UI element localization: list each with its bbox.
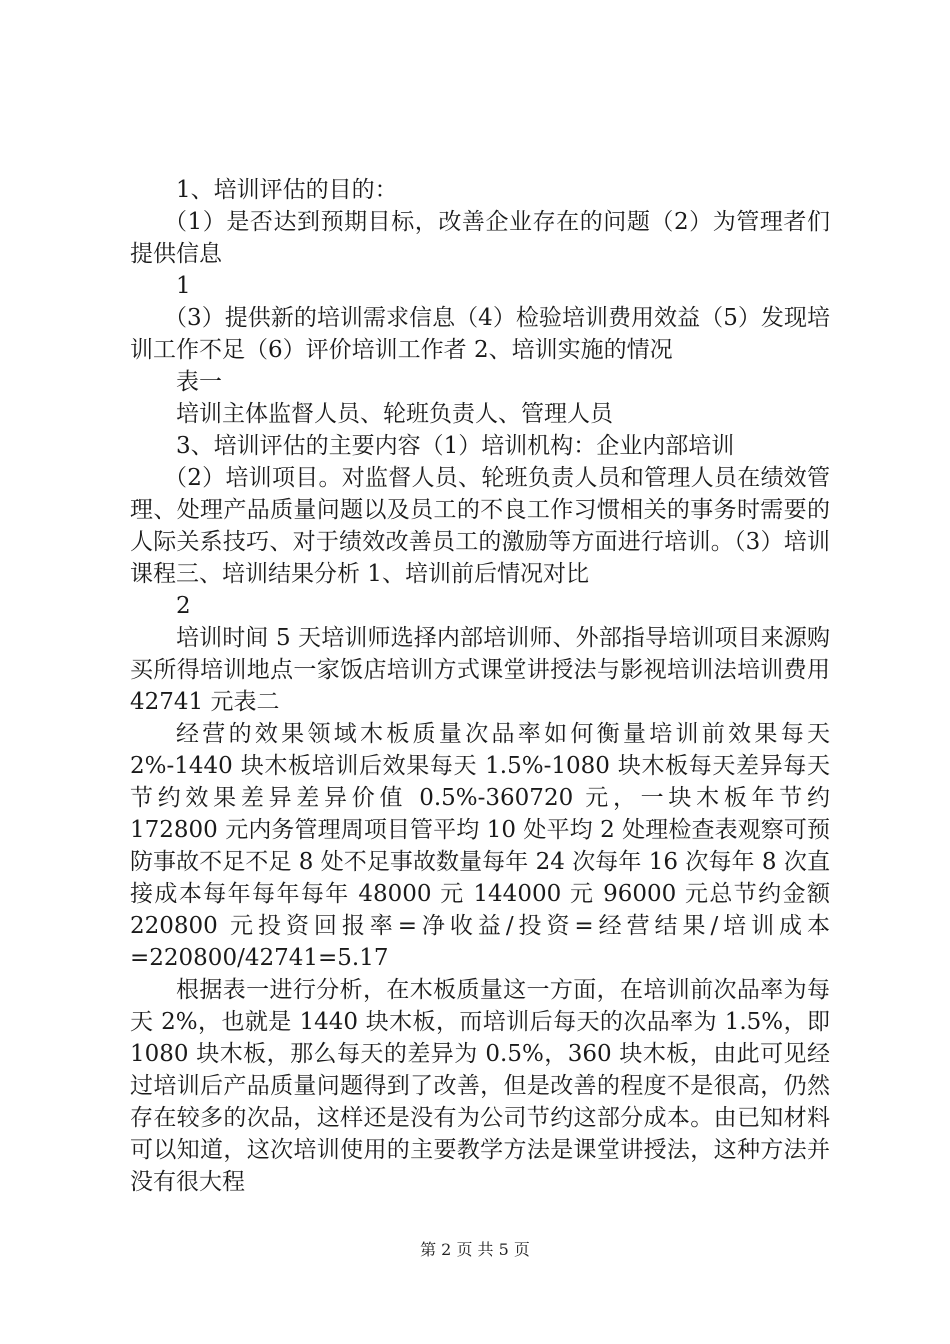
page-footer xyxy=(0,1240,950,1260)
paragraph-training-project: （2）培训项目。对监督人员、轮班负责人员和管理人员在绩效管理、处理产品质量问题以及员工的不良工作习惯相关的事务时需要的人际关系技巧、对于绩效改善员工的激励等方面进行培训。（3）培训课程三、培训结果分析 1、培训前后情况对比 xyxy=(130,465,830,587)
table-label-1: 表一 xyxy=(176,369,222,395)
page-marker-1: 1 xyxy=(176,273,191,299)
page-marker-2: 2 xyxy=(176,593,191,619)
paragraph-purpose-items-continued: （3）提供新的培训需求信息（4）检验培训费用效益（5）发现培训工作不足（6）评价培训工作者 2、培训实施的情况 xyxy=(130,305,830,363)
page-number-label: 第 2 页 共 5 页 xyxy=(420,1240,530,1259)
section-heading-evaluation-content: 3、培训评估的主要内容（1）培训机构：企业内部培训 xyxy=(176,433,735,459)
document-body xyxy=(130,174,830,1198)
paragraph-training-details: 培训时间 5 天培训师选择内部培训师、外部指导培训项目来源购买所得培训地点一家饭店培训方式课堂讲授法与影视培训法培训费用 42741 元表二 xyxy=(130,625,830,715)
paragraph-analysis: 根据表一进行分析，在木板质量这一方面，在培训前次品率为每天 2%，也就是 1440 块木板，而培训后每天的次品率为 1.5%，即 1080 块木板，那么每天的差异为 0.5%，360 块木板，由此可见经过培训后产品质量问题得到了改善，但是改善的程度不是很高，仍然存在较多的次品，这样还是没有为公司节约这部分成本。由已知材料可以知道，这次培训使用的主要教学方法是课堂讲授法，这种方法并没有很大程 xyxy=(130,977,830,1195)
paragraph-purpose-items: （1）是否达到预期目标，改善企业存在的问题（2）为管理者们提供信息 xyxy=(130,209,830,267)
paragraph-training-subject: 培训主体监督人员、轮班负责人、管理人员 xyxy=(176,401,613,427)
paragraph-business-results: 经营的效果领域木板质量次品率如何衡量培训前效果每天 2%-1440 块木板培训后效果每天 1.5%-1080 块木板每天差异每天节约效果差异差异价值 0.5%-360720 元，一块木板年节约 172800 元内务管理周项目管平均 10 处平均 2 处理检查表观察可预防事故不足不足 8 处不足事故数量每年 24 次每年 16 次每年 8 次直接成本每年每年每年 48000 元 144000 元 96000 元总节约金额 220800 元投资回报率=净收益/投资=经营结果/培训成本=220800/42741=5.17 xyxy=(130,721,830,971)
section-heading-evaluation-purpose: 1、培训评估的目的： xyxy=(176,177,398,203)
